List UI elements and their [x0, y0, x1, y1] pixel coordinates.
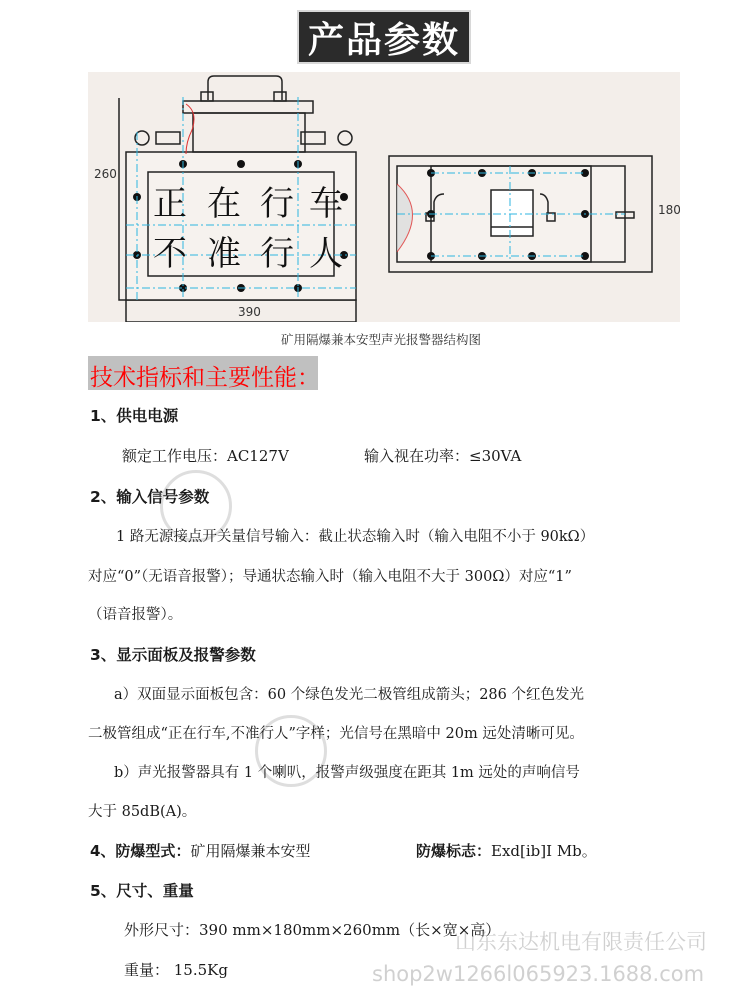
- dimensions: 外形尺寸：390 mm×180mm×260mm（长×宽×高）: [124, 921, 501, 939]
- display-heading: 3、显示面板及报警参数: [90, 646, 256, 664]
- signal-heading: 2、输入信号参数: [90, 488, 210, 506]
- structure-diagram: [88, 72, 680, 322]
- weight: 重量： 15.5Kg: [124, 961, 228, 979]
- sign-char: 人: [309, 234, 343, 274]
- signal-line-1: 1 路无源接点开关量信号输入：截止状态输入时（输入电阻不小于 90kΩ）: [116, 529, 595, 545]
- display-a-line-2: 二极管组成“正在行车,不准行人”字样；光信号在黑暗中 20m 远处清晰可见。: [88, 726, 584, 742]
- display-b-line-2: 大于 85dB(A)。: [88, 804, 197, 820]
- explosion-type-label: 4、防爆型式：: [90, 842, 191, 860]
- page-title-banner: [297, 10, 471, 64]
- display-a-line-1: a）双面显示面板包含：60 个绿色发光二极管组成箭头；286 个红色发光: [114, 687, 584, 703]
- display-b-line-1: b）声光报警器具有 1 个喇叭，报警声级强度在距其 1m 远处的声响信号: [114, 765, 580, 781]
- rated-voltage: 额定工作电压：AC127V: [122, 447, 289, 465]
- diagram-caption: [0, 330, 750, 348]
- caption-text: 矿用隔爆兼本安型声光报警器结构图: [280, 332, 481, 347]
- watermark-shop: shop2w1266l065923.1688.com: [372, 962, 705, 986]
- explosion-mark-row: [416, 840, 597, 861]
- height-dimension-label: 260: [94, 167, 117, 181]
- depth-dimension-label: 180: [658, 203, 680, 217]
- explosion-mark-value: Exd[ib]I Mb。: [491, 842, 597, 860]
- width-dimension-label: 390: [238, 305, 261, 319]
- sign-char: 行: [260, 184, 294, 224]
- sign-char: 在: [207, 184, 241, 224]
- size-heading: 5、尺寸、重量: [90, 882, 194, 900]
- sign-char: 正: [153, 184, 187, 224]
- sign-char: 准: [207, 234, 241, 274]
- page-title: 产品参数: [307, 19, 460, 61]
- sign-char: 不: [153, 234, 187, 274]
- input-power: 输入视在功率：≤30VA: [364, 447, 522, 465]
- section-heading: 技术指标和主要性能：: [90, 365, 320, 391]
- section-heading-bar: [88, 356, 318, 390]
- signal-line-2: 对应“0”（无语音报警）；导通状态输入时（输入电阻不大于 300Ω）对应“1”: [88, 569, 572, 585]
- explosion-type-value: 矿用隔爆兼本安型: [190, 842, 311, 860]
- power-heading: 1、供电电源: [90, 407, 179, 425]
- explosion-mark-label: 防爆标志：: [416, 842, 492, 860]
- explosion-type-row: [90, 840, 310, 861]
- sign-char: 车: [309, 184, 343, 224]
- watermark-company: 山东东达机电有限责任公司: [455, 930, 707, 954]
- sign-char: 行: [260, 234, 294, 274]
- signal-line-3: （语音报警）。: [88, 607, 183, 623]
